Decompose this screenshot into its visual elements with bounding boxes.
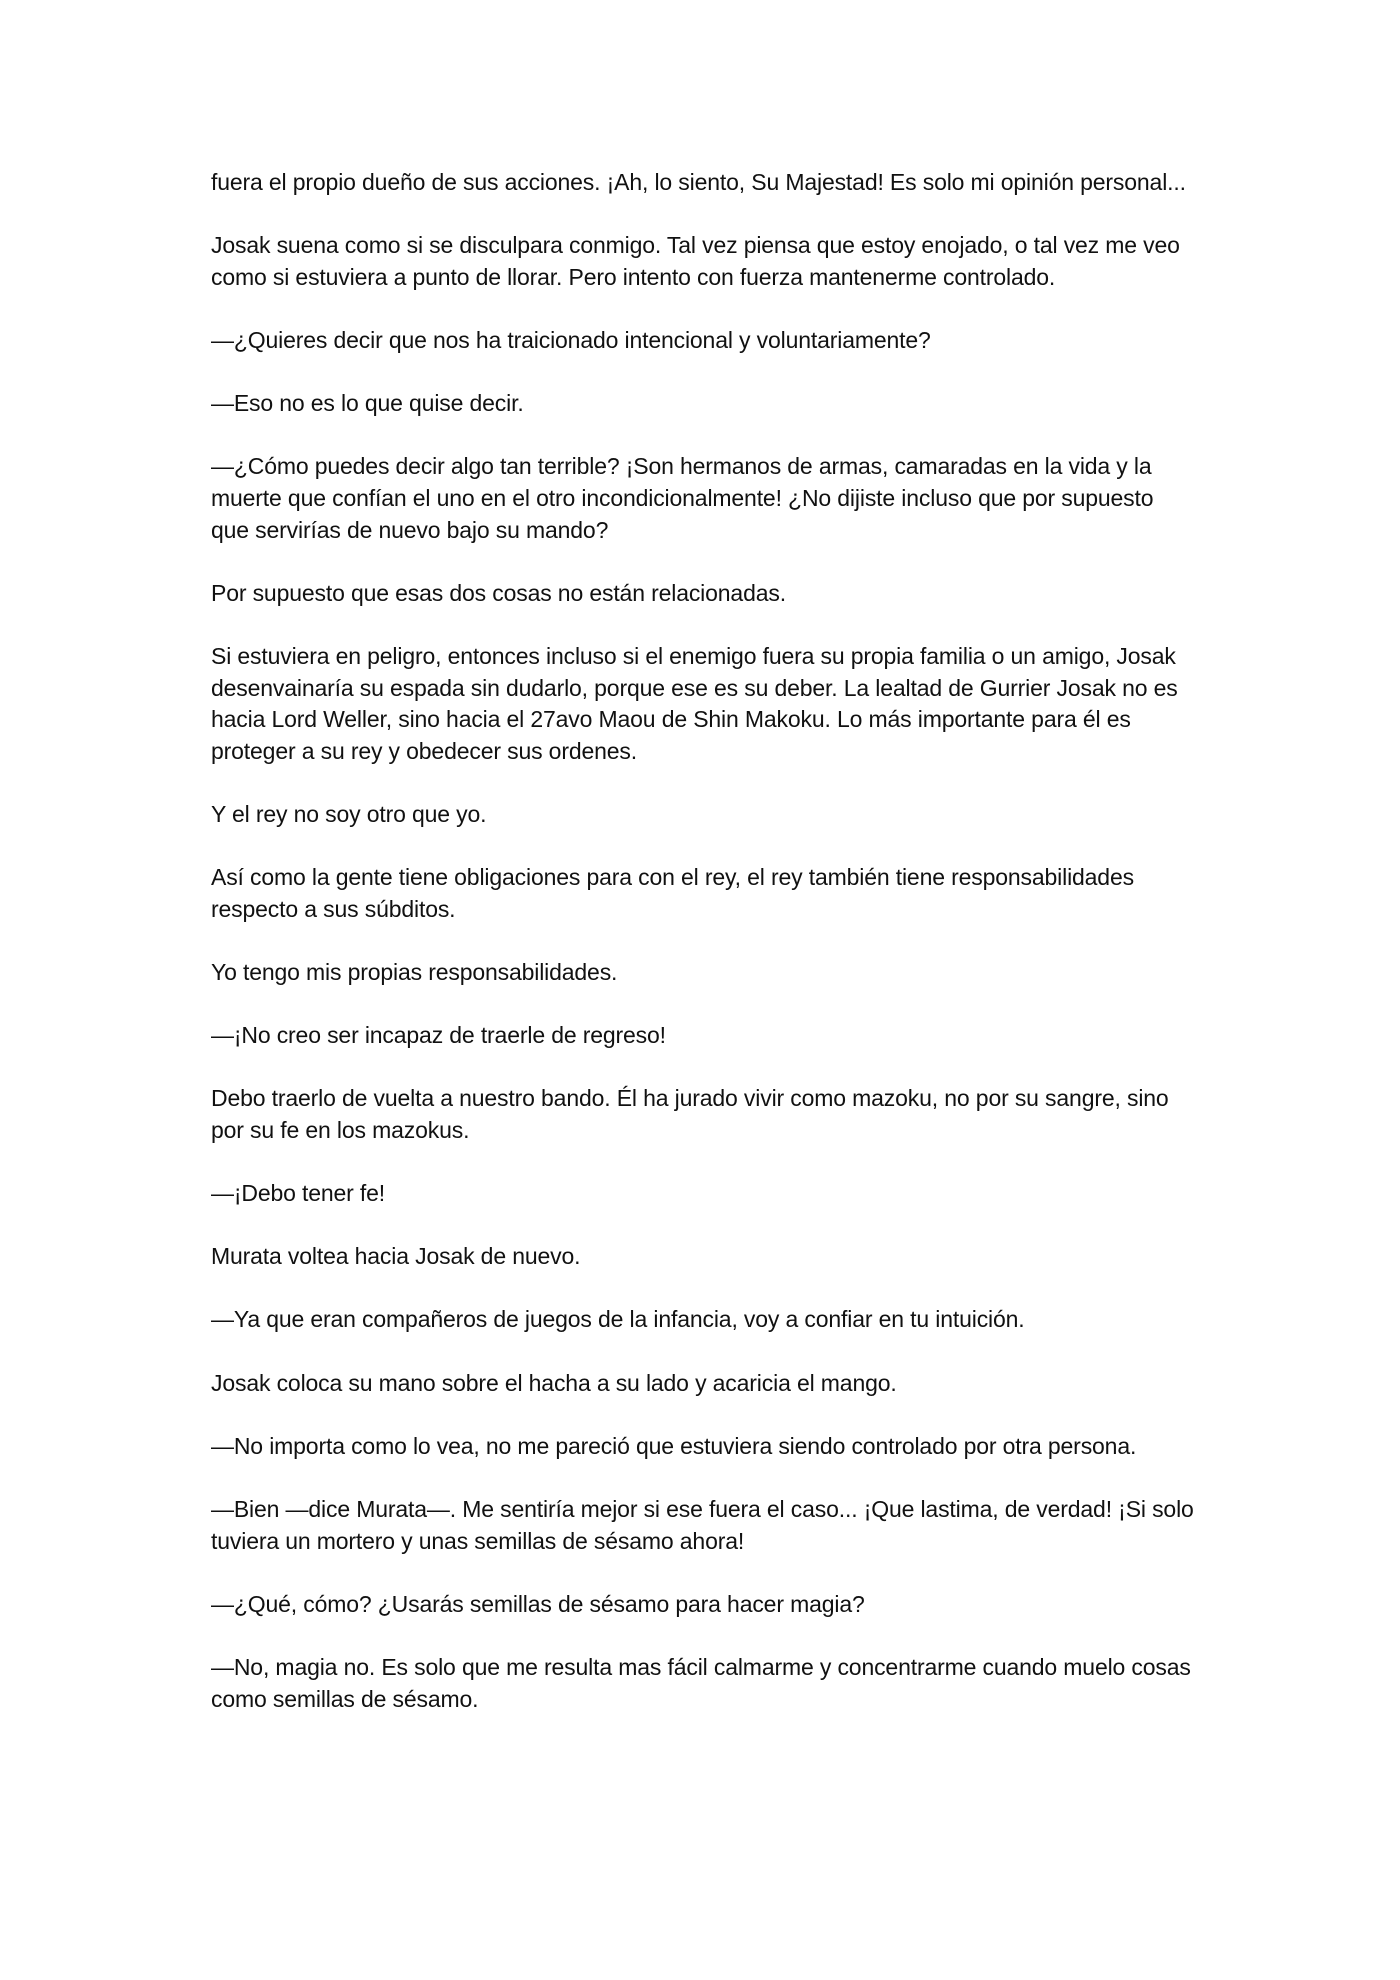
paragraph: Debo traerlo de vuelta a nuestro bando. Él ha jurado vivir como mazoku, no por su sangre, sino por su fe en los mazokus. <box>211 1085 1169 1143</box>
paragraph: —¿Qué, cómo? ¿Usarás semillas de sésamo para hacer magia? <box>211 1590 865 1617</box>
paragraph: —¿Cómo puedes decir algo tan terrible? ¡Son hermanos de armas, camaradas en la vida y la muerte que confían el uno en el otro incondicionalmente! ¿No dijiste incluso que por supuesto que servirías de nuevo bajo su mando? <box>211 453 1154 543</box>
document-body <box>211 167 1196 1747</box>
paragraph: —Ya que eran compañeros de juegos de la infancia, voy a confiar en tu intuición. <box>211 1306 1025 1333</box>
paragraph: —No importa como lo vea, no me pareció que estuviera siendo controlado por otra persona. <box>211 1432 1137 1459</box>
paragraph: Josak coloca su mano sobre el hacha a su lado y acaricia el mango. <box>211 1369 897 1396</box>
paragraph: Y el rey no soy otro que yo. <box>211 800 487 827</box>
paragraph: —Bien —dice Murata—. Me sentiría mejor si ese fuera el caso... ¡Que lastima, de verdad! ¡Si solo tuviera un mortero y unas semillas de sésamo ahora! <box>211 1495 1194 1554</box>
paragraph: Josak suena como si se disculpara conmigo. Tal vez piensa que estoy enojado, o tal vez me veo como si estuviera a punto de llorar. Pero intento con fuerza mantenerme controlado. <box>211 232 1180 290</box>
paragraph: —No, magia no. Es solo que me resulta mas fácil calmarme y concentrarme cuando muelo cosas como semillas de sésamo. <box>211 1653 1191 1712</box>
paragraph: —¡No creo ser incapaz de traerle de regreso! <box>211 1022 666 1049</box>
paragraph: Yo tengo mis propias responsabilidades. <box>211 958 618 985</box>
paragraph: Si estuviera en peligro, entonces incluso si el enemigo fuera su propia familia o un amigo, Josak desenvainaría su espada sin dudarlo, porque ese es su deber. La lealtad de Gurrier Josak no es hacia Lord Weller, sino hacia el 27avo Maou de Shin Makoku. Lo más importante para él es proteger a su rey y obedecer sus ordenes. <box>211 642 1178 764</box>
paragraph: fuera el propio dueño de sus acciones. ¡Ah, lo siento, Su Majestad! Es solo mi opinión personal... <box>211 169 1186 195</box>
paragraph: Por supuesto que esas dos cosas no están relacionadas. <box>211 579 786 606</box>
paragraph: Murata voltea hacia Josak de nuevo. <box>211 1243 581 1270</box>
paragraph: —Eso no es lo que quise decir. <box>211 390 524 417</box>
paragraph: —¡Debo tener fe! <box>211 1180 386 1206</box>
paragraph: —¿Quieres decir que nos ha traicionado intencional y voluntariamente? <box>211 326 931 353</box>
paragraph: Así como la gente tiene obligaciones para con el rey, el rey también tiene responsabilidades respecto a sus súbditos. <box>211 864 1134 922</box>
